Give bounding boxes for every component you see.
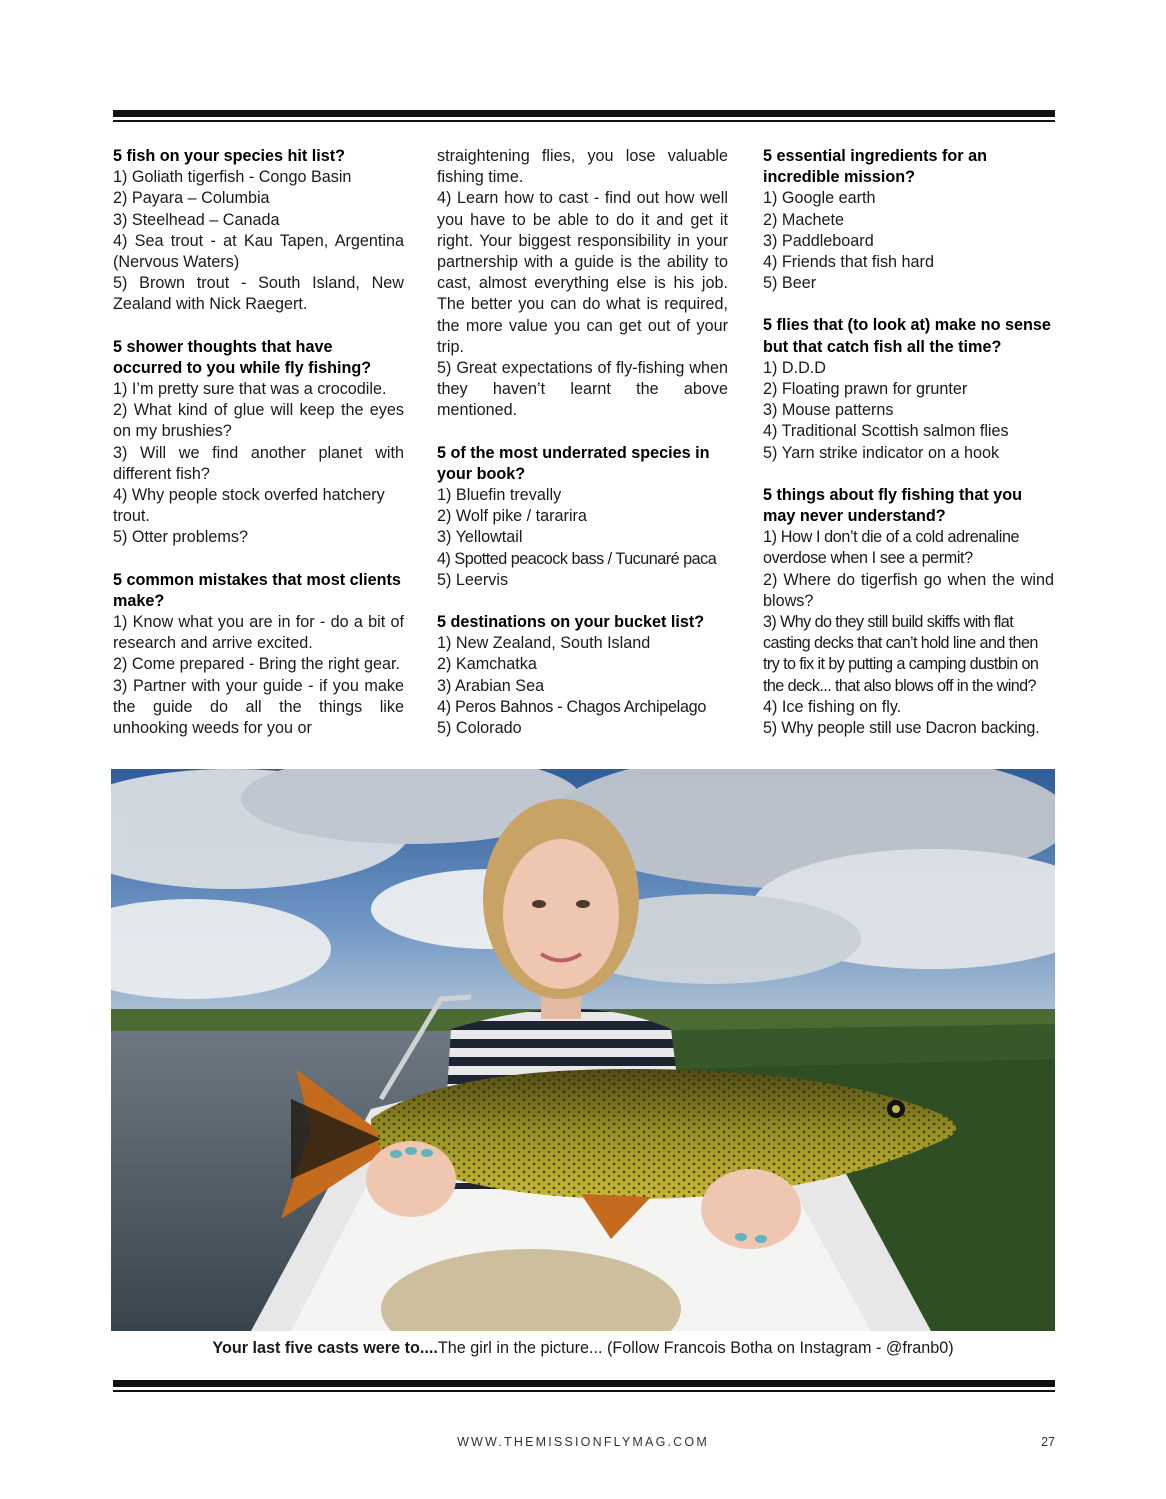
answer-item: 3) Partner with your guide - if you make the guide do all the things like unhooking weeds for you or bbox=[113, 676, 404, 738]
answer-item: 2) Machete bbox=[763, 210, 844, 229]
answer-item: 4) Ice fishing on fly. bbox=[763, 697, 902, 716]
answer-item: 2) Wolf pike / tararira bbox=[437, 507, 587, 526]
answer-item: 5) Colorado bbox=[437, 719, 522, 738]
section-mistakes-continued bbox=[437, 146, 728, 422]
answer-item: 3) Mouse patterns bbox=[763, 401, 894, 420]
section-shower-thoughts bbox=[113, 337, 404, 549]
answer-item: 1) New Zealand, South Island bbox=[437, 634, 651, 653]
rule-thin bbox=[113, 1390, 1055, 1392]
page-number: 27 bbox=[1041, 1435, 1055, 1449]
feature-photo bbox=[111, 769, 1055, 1331]
bottom-double-rule bbox=[113, 1380, 1055, 1392]
answer-item: 4) Learn how to cast - find out how well you have to be able to do it and get it right. Your biggest responsibility in your partnership with a guide is the ability to cast, almost everything else is his job. The better you can do what is required, the more value you can get out of your trip. bbox=[437, 189, 728, 356]
answer-item: 1) How I don’t die of a cold adrenaline overdose when I see a permit? bbox=[763, 528, 1020, 568]
answer-item: 4) Why people stock overfed hatchery trout. bbox=[113, 486, 385, 526]
column-3 bbox=[763, 146, 1054, 760]
answer-item: 1) D.D.D bbox=[763, 358, 826, 377]
answer-item: 1) Bluefin trevally bbox=[437, 486, 562, 505]
section-species-hit-list bbox=[113, 146, 404, 316]
answer-item: 2) Payara – Columbia bbox=[113, 189, 270, 208]
caption-bold: Your last five casts were to.... bbox=[212, 1339, 438, 1357]
question-heading: 5 things about fly fishing that you may never understand? bbox=[763, 485, 1022, 526]
answer-item: 2) What kind of glue will keep the eyes on my brushies? bbox=[113, 401, 404, 441]
answer-item: 4) Peros Bahnos - Chagos Archipelago bbox=[437, 697, 707, 716]
question-heading: 5 essential ingredients for an incredible mission? bbox=[763, 147, 987, 187]
column-2 bbox=[437, 146, 728, 760]
rule-thick bbox=[113, 110, 1055, 117]
question-heading: 5 flies that (to look at) make no sense but that catch fish all the time? bbox=[763, 316, 1051, 356]
caption-text: The girl in the picture... (Follow Francois Botha on Instagram - @franb0) bbox=[437, 1339, 954, 1357]
section-essential-ingredients bbox=[763, 146, 1054, 294]
qa-columns bbox=[113, 146, 1055, 746]
photo-illustration bbox=[111, 769, 1055, 1331]
answer-item: 3) Arabian Sea bbox=[437, 676, 545, 695]
section-never-understand bbox=[763, 485, 1054, 739]
answer-item: 5) Yarn strike indicator on a hook bbox=[763, 443, 1000, 462]
answer-item: 1) Know what you are in for - do a bit of research and arrive excited. bbox=[113, 613, 404, 653]
question-heading: 5 common mistakes that most clients make? bbox=[113, 570, 401, 610]
column-1 bbox=[113, 146, 404, 760]
face bbox=[503, 839, 619, 989]
answer-item: 3) Paddleboard bbox=[763, 231, 874, 250]
question-heading: 5 of the most underrated species in your book? bbox=[437, 443, 710, 483]
section-odd-flies bbox=[763, 315, 1054, 463]
section-underrated-species bbox=[437, 443, 728, 591]
footer-website-link[interactable]: WWW.THEMISSIONFLYMAG.COM bbox=[457, 1435, 709, 1449]
answer-item: 3) Why do they still build skiffs with flat casting decks that can’t hold line and then try to fix it by putting a camping dustbin on the deck... that also blows off in the wind? bbox=[763, 613, 1039, 695]
section-bucket-list bbox=[437, 612, 728, 739]
answer-item: 4) Sea trout - at Kau Tapen, Argentina (Nervous Waters) bbox=[113, 231, 404, 272]
answer-item: 5) Brown trout - South Island, New Zealand with Nick Raegert. bbox=[113, 274, 404, 314]
answer-item: 5) Beer bbox=[763, 274, 817, 293]
answer-item: 2) Where do tigerfish go when the wind blows? bbox=[763, 570, 1054, 610]
answer-item: 4) Spotted peacock bass / Tucunaré paca bbox=[437, 549, 717, 568]
answer-item: 4) Friends that fish hard bbox=[763, 253, 934, 272]
answer-item: 3) Yellowtail bbox=[437, 528, 523, 547]
answer-item: 5) Great expectations of fly-fishing when they haven’t learnt the above mentioned. bbox=[437, 359, 728, 420]
answer-item: 1) I’m pretty sure that was a crocodile. bbox=[113, 380, 387, 399]
answer-item: 5) Leervis bbox=[437, 570, 509, 589]
answer-item: 1) Goliath tigerfish - Congo Basin bbox=[113, 168, 352, 187]
answer-item: 5) Otter problems? bbox=[113, 528, 248, 547]
answer-item: 4) Traditional Scottish salmon flies bbox=[763, 422, 1009, 441]
answer-item: 2) Floating prawn for grunter bbox=[763, 380, 968, 399]
photo-caption bbox=[111, 1339, 1055, 1358]
section-common-mistakes bbox=[113, 570, 404, 740]
answer-continued: straightening flies, you lose valuable fishing time. bbox=[437, 147, 728, 187]
answer-item: 3) Will we find another planet with different fish? bbox=[113, 443, 404, 483]
question-heading: 5 fish on your species hit list? bbox=[113, 147, 346, 165]
answer-item: 2) Come prepared - Bring the right gear. bbox=[113, 655, 401, 674]
question-heading: 5 destinations on your bucket list? bbox=[437, 613, 705, 632]
top-double-rule bbox=[113, 110, 1055, 122]
answer-item: 3) Steelhead – Canada bbox=[113, 210, 280, 229]
question-heading: 5 shower thoughts that have occurred to you while fly fishing? bbox=[113, 337, 372, 377]
answer-item: 5) Why people still use Dacron backing. bbox=[763, 719, 1040, 738]
rule-thin bbox=[113, 120, 1055, 122]
answer-item: 2) Kamchatka bbox=[437, 655, 537, 674]
rule-thick bbox=[113, 1380, 1055, 1387]
answer-item: 1) Google earth bbox=[763, 189, 876, 208]
